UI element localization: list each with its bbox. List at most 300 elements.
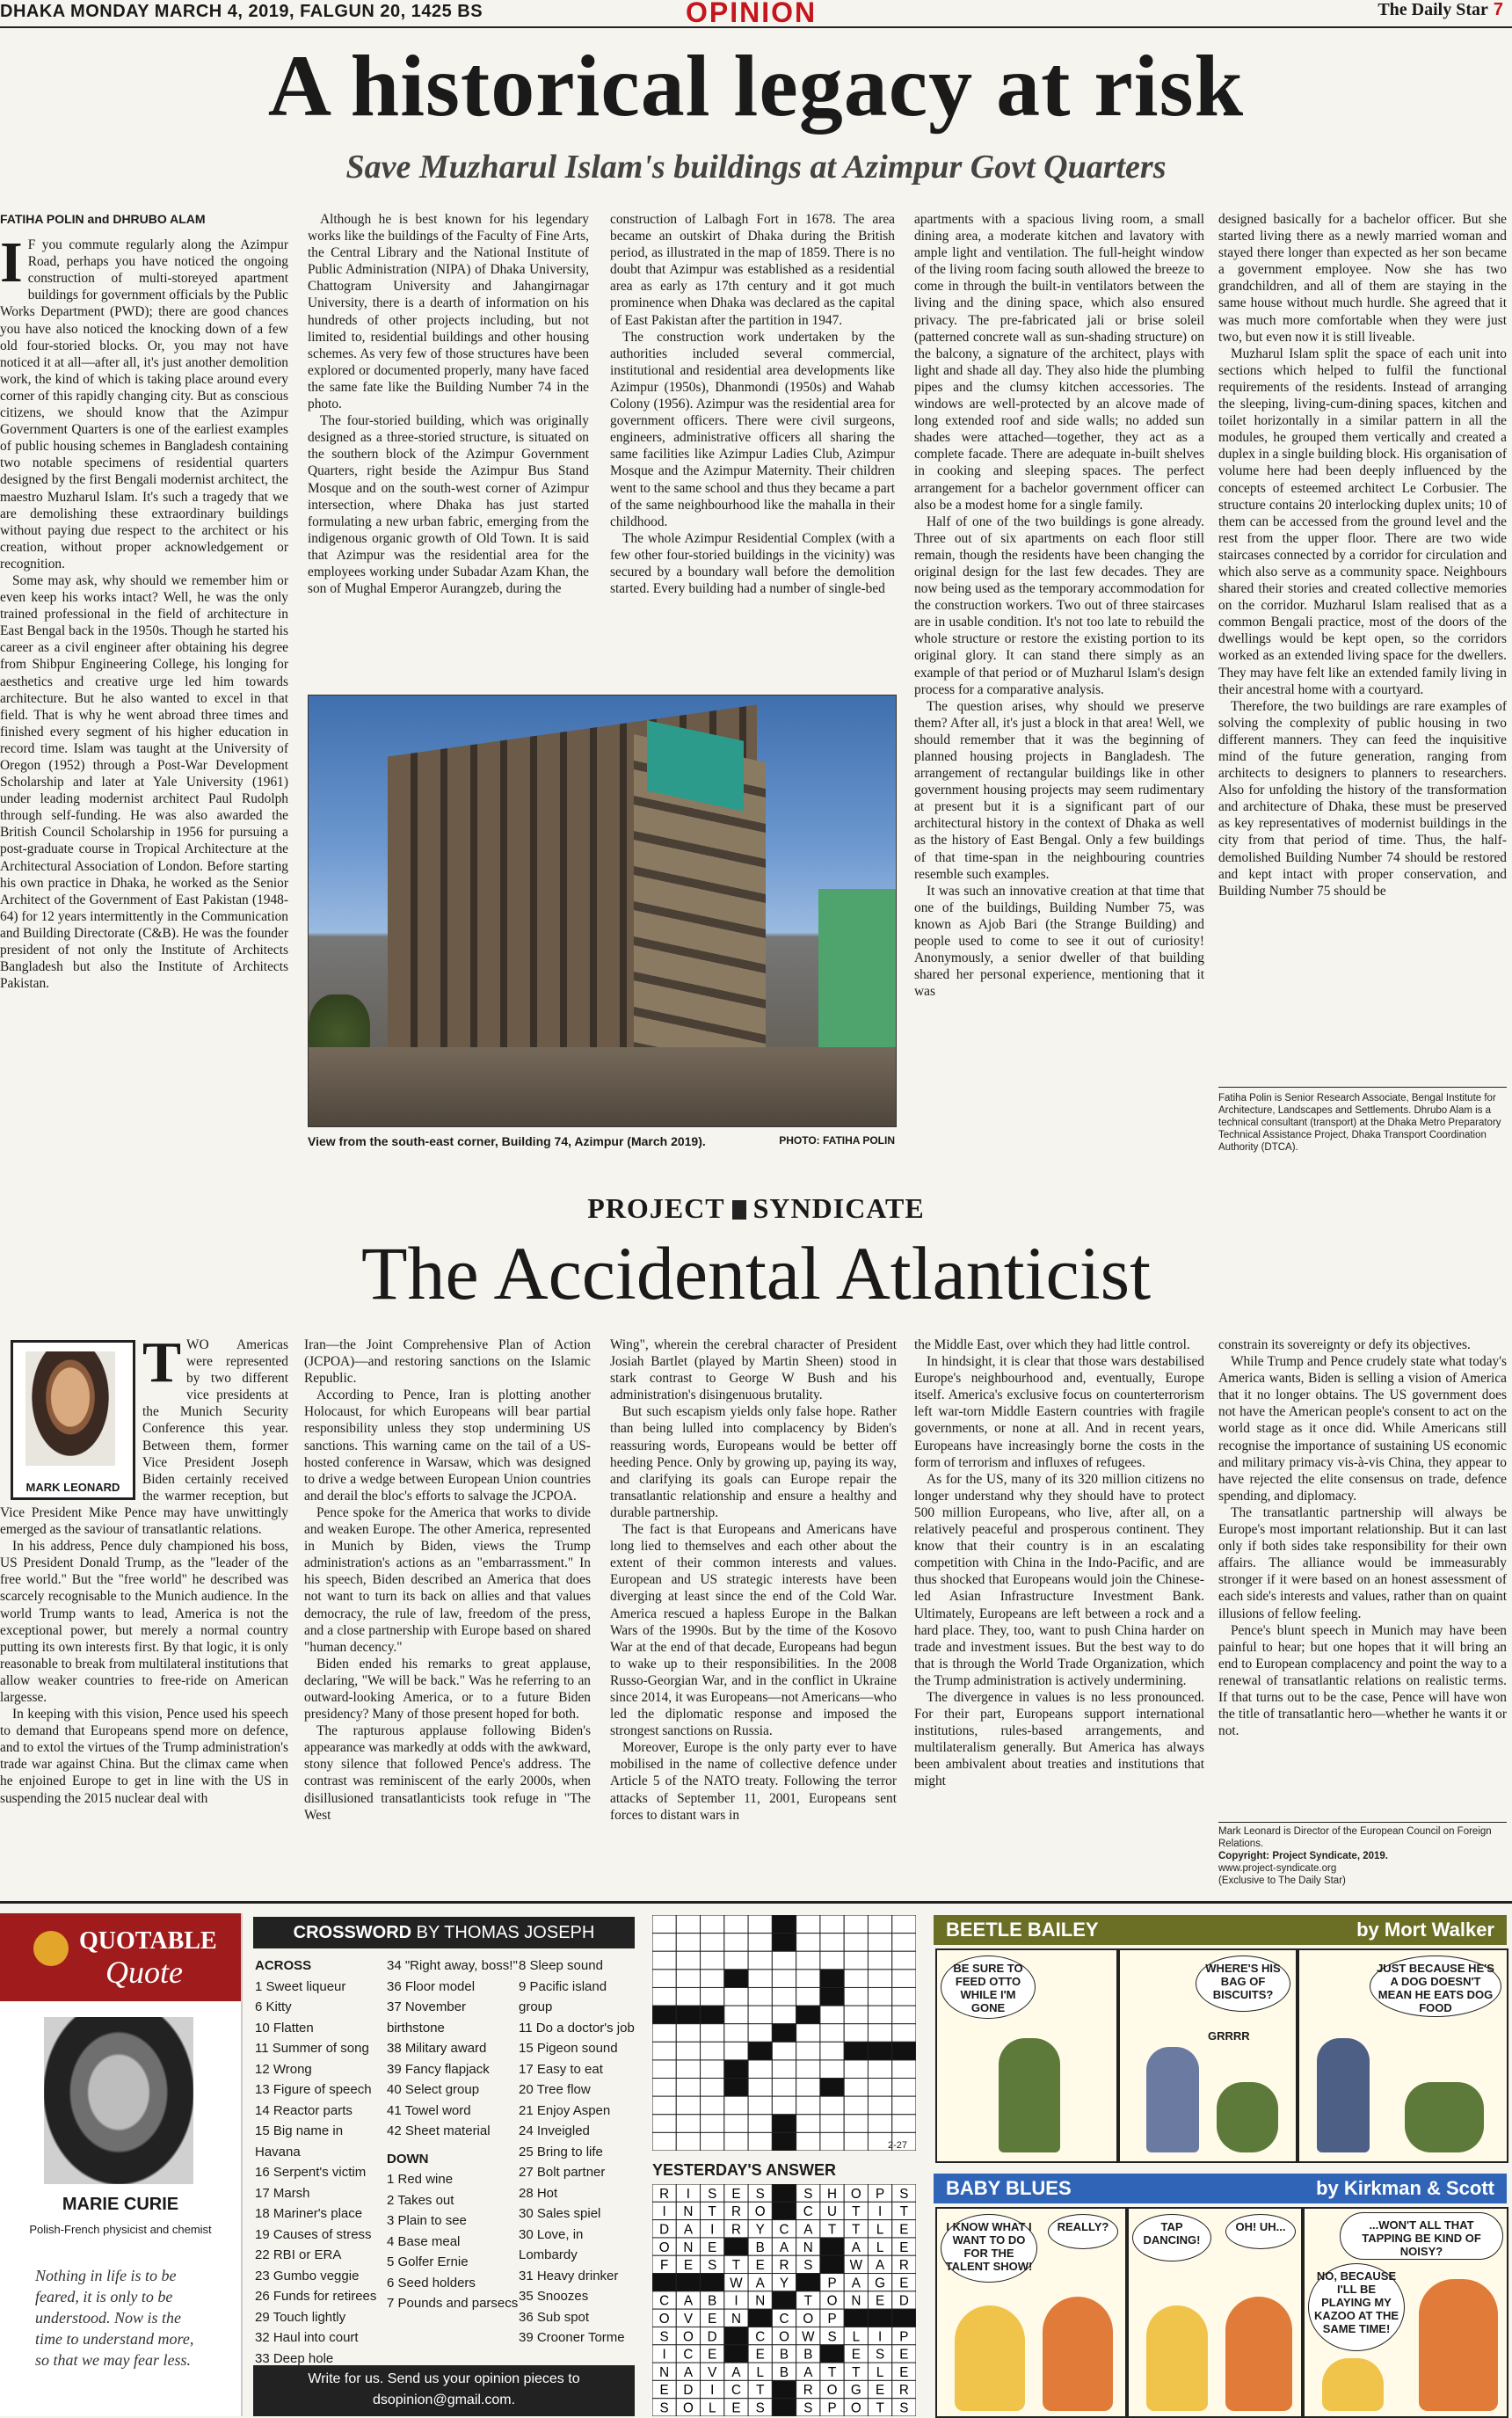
quote-label-bottom: Quote — [105, 1955, 183, 1990]
grid-date: 2-27 — [888, 2140, 908, 2151]
paragraph: The fact is that Europeans and Americans have long lied to themselves and each other about the extent of their common interests and values. European and US strategic interests have been diverging at least since the end of the Cold War. America rescued a hapless Europe in the Balkan Wars of the 1990s. But by the time of the Kosovo War at the end of that decade, Europeans had begun to wake up to their responsibilities. In the 2008 Russo-Georgian War, and in the conflict in Ukraine since 2014, it was Europeans—not Americans—who led the diplomatic response and imposed the strongest sanctions on Russia. — [610, 1522, 897, 1739]
grid-cell — [724, 1970, 748, 1988]
clue: 21 Enjoy Aspen — [519, 2102, 611, 2118]
grid-letter: A — [876, 2258, 885, 2274]
grid-letter: A — [803, 2364, 813, 2380]
grid-letter: T — [827, 2364, 837, 2380]
grid-cell — [652, 1987, 676, 2006]
baby-blues-header — [934, 2174, 1507, 2203]
paragraph: The construction work undertaken by the authorities included several commercial, institutional and residential area developments like Azimpur (1950s), Dhanmondi (1950s) and Wahab Colony (1956). Azimpur was the residential area for government officers. There were civil surgeons, engineers, administrative officers all sharing the same facilities like Azimpur Ladies Club, Azimpur Mosque and the Azimpur Maternity. Their children went to the same school and thus they became a part of the same neighbourhood like the mahalla in their childhood. — [610, 329, 895, 529]
clue: 16 Serpent's victim — [255, 2165, 367, 2180]
grid-cell — [652, 1970, 676, 1988]
article1-headline: A historical legacy at risk — [267, 37, 1245, 135]
grid-letter: O — [779, 2329, 789, 2345]
clue: 33 Deep hole — [255, 2350, 334, 2366]
bio-divider-2 — [1218, 1822, 1507, 1823]
grid-letter: N — [803, 2240, 813, 2255]
grid-cell — [820, 2079, 844, 2097]
grid-cell — [892, 1934, 916, 1952]
article2-headline: The Accidental Atlanticist — [361, 1231, 1151, 1315]
grid-letter: T — [756, 2383, 765, 2399]
grid-cell — [724, 2115, 748, 2133]
grid-letter: O — [682, 2400, 694, 2416]
clue: 3 Plain to see — [387, 2213, 467, 2228]
grid-cell — [772, 2096, 796, 2115]
answer-title-b: ANSWER — [766, 2161, 836, 2179]
grid-letter: T — [852, 2222, 861, 2238]
clue: 37 November birthstone — [387, 1999, 467, 2036]
article1-col4 — [914, 211, 1204, 1156]
grid-cell — [868, 1987, 891, 2006]
grid-cell — [748, 1970, 772, 1988]
grid-letter: A — [803, 2222, 813, 2238]
clue: 1 Red wine — [387, 2172, 454, 2187]
grid-cell — [652, 2042, 676, 2060]
paragraph: Although he is best known for his legendary works like the buildings of the Faculty of Fine Arts, the Central Library and the National Institute of Public Administration (NIPA) of Dhaka University, Chattogram University and Jahangirnagar University, there is a dearth of information on his hundreds of other projects including, but not limited to, residential buildings and other housing schemes. As very few of those structures have been explored or documented properly, many have faced the same fate like the Building Number 74 in the photo. — [308, 212, 589, 412]
clue: 36 Sub spot — [519, 2309, 590, 2325]
grid-cell — [676, 2042, 700, 2060]
grid-letter: H — [827, 2186, 838, 2202]
grid-letter: G — [875, 2276, 886, 2291]
grid-letter: S — [708, 2186, 717, 2202]
grid-letter: L — [756, 2364, 764, 2380]
grid-letter: T — [852, 2364, 861, 2380]
clue: 10 Flatten — [255, 2020, 314, 2036]
clue: 41 Towel word — [387, 2102, 471, 2118]
speech-balloon: JUST BECAUSE HE'S A DOG DOESN'T MEAN HE EATS DOG FOOD — [1370, 1956, 1501, 2017]
grid-letter: E — [731, 2400, 741, 2416]
grid-letter: E — [708, 2240, 717, 2255]
grid-cell — [868, 2309, 891, 2327]
answer-grid — [652, 2184, 916, 2416]
grid-cell — [868, 1915, 891, 1934]
across-list-1 — [255, 1977, 387, 2370]
grid-letter: Y — [755, 2222, 765, 2238]
comic-title: BEETLE BAILEY — [946, 1919, 1099, 1941]
grid-cell — [892, 1987, 916, 2006]
grid-letter: W — [802, 2329, 815, 2345]
grid-cell — [676, 1951, 700, 1970]
grid-cell — [701, 2274, 724, 2291]
grid-cell — [748, 1934, 772, 1952]
grid-cell — [652, 2060, 676, 2079]
paragraph: Muzharul Islam split the space of each unit into sections which helped to fulfil the functional requirements of the residents. Instead of arranging the sleeping, living-cum-dining spaces, kitchen and toilet horizontally in a similar pattern in all the modules, he grouped them vertically and created a duplex in a single building block. His organisation of volume here had been deeply influenced by the concepts of esteemed architect Le Corbusier. The structure contains 20 interlocking duplex units; 10 of them can be accessed from the ground level and the rest from the upper floor. There are two wide staircases connected by a corridor for circulation and which also serve as a community space. Neighbours shared their stories and created collective memories on the corridor. Muzharul Islam realised that as a common Bengali practice, most of the doors of the dwellings would be kept open, so the corridors worked as an extended living space for the dwellers. They may have felt like an extended family living in their ancestral home with a courtyard. — [1218, 346, 1507, 697]
write-for-us — [253, 2365, 635, 2416]
article1-dropcap: I — [0, 230, 23, 295]
grid-cell — [868, 2115, 891, 2133]
grid-cell — [701, 1987, 724, 2006]
grid-cell — [772, 2042, 796, 2060]
grid-letter: P — [876, 2186, 885, 2202]
grid-cell — [652, 1934, 676, 1952]
grid-cell — [796, 2042, 820, 2060]
paragraph: F you commute regularly along the Azimpur Road, perhaps you have noticed the ongoing construction of multi-storeyed apartment buildings for government officials by the Public Works Department (PWD); there are good chances you have also noticed the knocking down of a few old four-storied blocks. Or, you may not have noticed it at all—after all, it's just another demolition work, the kind of which is taking place around every corner of this rapidly changing city. But as conscious citizens, we should know that the Azimpur Government Quarters is one of the earliest examples of public housing schemes in Bangladesh containing two notable specimens of residential quarters designed by the first Bengali modernist architect, the maestro Muzharul Islam. It's such a tragedy that we are demolishing these extraordinary buildings without paying due respect to the architect or his creation, without proper acknowledgement or recognition. — [0, 237, 288, 572]
paper-name — [1378, 0, 1503, 20]
grid-letter: R — [731, 2204, 741, 2220]
clue: 11 Summer of song — [255, 2041, 369, 2056]
grid-letter: I — [877, 2329, 883, 2345]
paragraph: Some may ask, why should we remember him or even keep his works intact? Well, he was the only trained professional in the field of architecture in East Bengal back in the 1950s. Though he started his career as a civil engineer after obtaining his degree from Shibpur Engineering College, his longing for aesthetics and creative urge led him towards architecture. But he also wanted to excel in that field. That is why he went abroad three times and finished every segment of his higher education in record time. Islam was taught at the University of Oregon (1952) through a Post-War Development Scholarship and later at Yale University (1961) under leading modernist architect Paul Rudolph through self-funding. He was also awarded the British Council Scholarship in 1956 for pursuing a post-graduate course in Tropical Architecture at the Architectural Association of London. Before starting his own practice in Dhaka, he worked as the Senior Architect of the Government of East Pakistan (1948-64) for 12 years intermittently in the Communication and Building Directorate (C&B). He was the founder president of not only the Institute of Architects Bangladesh but also the Institute of Architects Pakistan. — [0, 572, 288, 992]
grid-letter: S — [803, 2186, 813, 2202]
grid-cell — [820, 2345, 844, 2363]
grid-letter: P — [827, 2400, 837, 2416]
grid-cell — [772, 2399, 796, 2416]
paragraph: Biden ended his remarks to great applause, declaring, "We will be back." Was he referring to an outward-looking America, or to a future Biden presidency? Many of those present hoped for both. — [304, 1656, 591, 1722]
rubble — [309, 1047, 896, 1126]
grid-letter: S — [803, 2400, 813, 2416]
article1-col2 — [308, 211, 589, 686]
clues-col1 — [255, 1956, 387, 2369]
grid-cell — [820, 2024, 844, 2043]
crossword-grid — [652, 1915, 916, 2151]
paragraph: The whole Azimpur Residential Complex (with a few other four-storied buildings in the vicinity) was secured by a boundary wall before the demolition started. Every building had a number of single-bed — [610, 530, 895, 597]
article1-col1 — [0, 211, 288, 1156]
grid-letter: I — [686, 2186, 691, 2202]
parent-figure — [1225, 2297, 1292, 2411]
paragraph: Therefore, the two buildings are rare examples of solving the complexity of public housing in two different manners. They can feed the inquisitive mind of the future generation, ranging from architects to designers to planners to researchers. Also for unfolding the history of the transformation and architecture of Dhaka, these must be preserved as key representatives of modernist buildings in the city from that period of time. Thus, the half-demolished Building Number 74 should be restored and kept intact with proper conservation, and Building Number 75 should be — [1218, 698, 1507, 899]
clue: 35 Snoozes — [519, 2289, 589, 2304]
grid-cell — [676, 1987, 700, 2006]
grid-letter: O — [826, 2293, 838, 2309]
grid-letter: S — [659, 2329, 669, 2345]
grid-letter: B — [708, 2293, 717, 2309]
crossword-title: CROSSWORD — [293, 1923, 412, 1942]
grid-letter: T — [827, 2222, 837, 2238]
grid-letter: A — [683, 2222, 693, 2238]
grid-letter: A — [851, 2240, 861, 2255]
clue: 15 Pigeon sound — [519, 2041, 618, 2056]
grid-cell — [748, 2132, 772, 2151]
clue: 9 Pacific island group — [519, 1978, 607, 2014]
clue: 31 Heavy drinker — [519, 2268, 619, 2283]
quote-person-desc: Polish-French physicist and chemist — [29, 2223, 212, 2236]
footer-email[interactable]: dsopinion@gmail.com. — [372, 2393, 516, 2407]
grid-letter: O — [754, 2204, 766, 2220]
grid-cell — [844, 1915, 868, 1934]
grid-cell — [748, 2024, 772, 2043]
grid-cell — [701, 2042, 724, 2060]
copyright: Copyright: Project Syndicate, 2019. — [1218, 1851, 1389, 1861]
grid-letter: S — [827, 2329, 837, 2345]
paragraph: construction of Lalbagh Fort in 1678. The area became an outskirt of Dhaka during the British period, as illustrated in the map of 1859. There is no doubt that Azimpur was established as a residential area as early as 17th century and it got much prominence when Dhaka was declared as the capital of East Pakistan after the partition in 1947. — [610, 212, 895, 328]
grid-cell — [676, 1915, 700, 1934]
paragraph: According to Pence, Iran is plotting another Holocaust, for which Europeans will bear partial responsibility unless they stop undermining US sanctions. This warning came on the tail of a US-hosted conference in Warsaw, which was designed to drive a wedge between European Union countries and derail the bloc's efforts to salvage the JCPOA. — [304, 1387, 591, 1504]
grid-letter: N — [851, 2293, 861, 2309]
grid-cell — [748, 1915, 772, 1934]
exclusive-note: (Exclusive to The Daily Star) — [1218, 1875, 1346, 1886]
grid-cell — [701, 2115, 724, 2133]
grid-letter: T — [708, 2204, 716, 2220]
bio-text: Mark Leonard is Director of the European Council on Foreign Relations. — [1218, 1826, 1492, 1849]
paragraph: The divergence in values is no less pronounced. For their part, Europeans support international institutions, rules-based arrangements, and multilateralism generally. But America has always been ambivalent about treaties and institutions that might — [914, 1689, 1204, 1789]
author-name: MARK LEONARD — [25, 1481, 120, 1494]
grid-cell — [796, 1915, 820, 1934]
paragraph: In hindsight, it is clear that those wars destabilised Europe's neighbourhood and, eventually, Europe itself. America's exclusive focus on counterterrorism left war-torn Middle Eastern countries with fragile governments, or none at all. And in recent years, Europeans have increasingly borne the costs in the form of terrorism and influxes of refugees. — [914, 1354, 1204, 1470]
grid-cell — [701, 1934, 724, 1952]
grid-cell — [844, 2042, 868, 2060]
clue: 19 Causes of stress — [255, 2226, 372, 2242]
grid-letter: D — [707, 2329, 717, 2345]
grid-letter: O — [658, 2311, 670, 2327]
grid-cell — [701, 2132, 724, 2151]
clue: 22 RBI or ERA — [255, 2247, 342, 2262]
grid-letter: E — [899, 2276, 909, 2291]
grid-letter: N — [659, 2364, 670, 2380]
website: www.project-syndicate.org — [1218, 1863, 1337, 1874]
paragraph: the Middle East, over which they had little control. — [914, 1337, 1190, 1352]
logo-word-2: SYNDICATE — [752, 1192, 925, 1224]
otto-figure — [1217, 2082, 1278, 2152]
grid-cell — [676, 2024, 700, 2043]
paragraph: Pence's blunt speech in Munich may have been painful to hear; but one hopes that it will bring an end to European complacency and point the way to a renewal of transatlantic relations on realistic terms. If that turns out to be the case, Pence will have won the title of transatlantic hero—whether he wants it or not. — [1218, 1622, 1507, 1739]
grid-letter: C — [731, 2383, 741, 2399]
grid-cell — [701, 2060, 724, 2079]
grid-cell — [820, 2096, 844, 2115]
paragraph: The rapturous applause following Biden's appearance was markedly at odds with the awkward, stony silence that followed Pence's address. The contrast was reminiscent of the early 2000s, when disillusioned transatlanticists took refuge in "The West — [304, 1723, 591, 1823]
grid-cell — [892, 2115, 916, 2133]
grid-letter: S — [899, 2186, 909, 2202]
article1-byline: FATIHA POLIN and DHRUBO ALAM — [0, 212, 206, 226]
grid-letter: S — [876, 2347, 885, 2363]
grid-cell — [724, 1987, 748, 2006]
building-photo — [308, 695, 897, 1127]
down-list-1 — [387, 2169, 519, 2314]
paragraph: The four-storied building, which was originally designed as a three-storied structure, is situated on the southern block of the Azimpur Government Quarters, right beside the Azimpur Bus Stand Mosque and on the south-west corner of Azimpur intersection, where Dhaka has just started formulating a new urban fabric, emerging from the indigenous organic growth of Old Town. It is said that Azimpur was the residential area for the employees working under Subadar Azam Khan, the son of Mughal Emperor Aurangzeb, during the — [308, 413, 589, 597]
grid-letter: E — [899, 2347, 909, 2363]
grid-cell — [724, 2024, 748, 2043]
clue: 15 Big name in Havana — [255, 2123, 344, 2159]
article1-author-bio: Fatiha Polin is Senior Research Associate, Bengal Institute for Architecture, Landscapes and Settlements. Dhrubo Alam is a technical consultant (transport) at the Dhaka Metro Preparatory Technical Assistance Project, Dhaka Transport Coordination Authority (DTCA). — [1218, 1093, 1501, 1153]
grid-cell — [652, 2096, 676, 2115]
project-syndicate-logo — [0, 1192, 1512, 1225]
grid-letter: R — [659, 2186, 670, 2202]
grid-letter: T — [852, 2204, 861, 2220]
clue: 20 Tree flow — [519, 2082, 591, 2097]
grid-cell — [868, 1951, 891, 1970]
grid-letter: A — [683, 2364, 693, 2380]
grid-letter: C — [779, 2222, 789, 2238]
grid-letter: E — [876, 2293, 885, 2309]
grid-cell — [796, 2006, 820, 2024]
photo-caption-row — [308, 1134, 895, 1148]
clue: 1 Sweet liqueur — [255, 1978, 346, 1994]
grid-letter: A — [731, 2364, 741, 2380]
grid-cell — [724, 1951, 748, 1970]
grid-letter: E — [659, 2383, 669, 2399]
portrait-spacer — [0, 1336, 142, 1504]
article2-col4 — [914, 1336, 1204, 1882]
clue: 12 Wrong — [255, 2061, 312, 2077]
grid-letter: E — [899, 2364, 909, 2380]
clues-col3 — [519, 1956, 635, 2349]
grid-letter: G — [850, 2383, 861, 2399]
grid-cell — [676, 2274, 700, 2291]
beetle-bailey-header — [934, 1915, 1507, 1945]
grid-cell — [796, 2060, 820, 2079]
baby-panel-2 — [1127, 2207, 1303, 2418]
grid-cell — [701, 1915, 724, 1934]
quote-header — [0, 1913, 241, 2001]
grid-cell — [772, 2184, 796, 2202]
article2-author-bio — [1218, 1825, 1507, 1887]
paragraph: In his address, Pence duly championed his boss, US President Donald Trump, as the "leader of the free world." But the "free world" he described was scarcely recognisable to the Munich audience. In the world Trump wants to lead, America is not the exceptional power, but merely a normal country putting its own interests first. By that logic, it is only reasonable to break from multilateral institutions that allow weaker countries to free-ride on American largesse. — [0, 1539, 288, 1705]
grid-cell — [820, 1934, 844, 1952]
grid-letter: R — [898, 2258, 909, 2274]
grid-cell — [652, 1915, 676, 1934]
grid-cell — [892, 1915, 916, 1934]
clue: 36 Floor model — [387, 1978, 476, 1994]
clue: 14 Reactor parts — [255, 2102, 353, 2118]
grid-cell — [844, 2115, 868, 2133]
grid-letter: B — [755, 2240, 765, 2255]
grid-cell — [892, 2060, 916, 2079]
paragraph: The question arises, why should we preserve them? After all, it's just a block in that area! Well, we should remember that it was the beginning of planned housing projects in Bangladesh. The arrangement of rectangular buildings like in other government housing projects may seem rudimentary at present but it is a significant part of our architectural history in the context of Dhaka as well as the history of East Bengal. Only a few buildings of that time-span in the neighbouring countries resemble such examples. — [914, 698, 1204, 882]
grid-letter: S — [803, 2258, 813, 2274]
paragraph: WO Americas were represented by two different vice presidents at the Munich Security Conference this year. Between them, former Vice President Joseph Biden certainly received the warmer reception, but Vice President Mike Pence may have unwittingly emerged as the saviour of transatlantic relations. — [0, 1337, 288, 1538]
grid-letter: A — [851, 2276, 861, 2291]
grid-cell — [772, 2115, 796, 2133]
clue: 29 Touch lightly — [255, 2309, 346, 2325]
clue: 38 Military award — [387, 2041, 487, 2056]
comic-author: by Kirkman & Scott — [1316, 2177, 1494, 2199]
clue: 6 Seed holders — [387, 2275, 476, 2291]
logo-block — [732, 1200, 746, 1220]
grid-letter: I — [734, 2293, 738, 2309]
grid-letter: L — [876, 2222, 884, 2238]
footer-line-1: Write for us. Send us your opinion pieces to — [308, 2371, 580, 2386]
paragraph: As for the US, many of its 320 million citizens no longer understand why they should have to protect 500 million Europeans, who live, after all, on a relatively peaceful and prosperous continent. They know that their country is in an escalating competition with China in the Indo-Pacific, and are thus shocked that Europeans would join the Chinese-led Asian Infrastructure Investment Bank. Ultimately, Europeans are left between a rock and a hard place. They, too, want to push China harder on trade and investment issues. But the best way to do that is through the World Trade Organization, which the Trump administration is actively undermining. — [914, 1471, 1204, 1688]
quote-text: Nothing in life is to be feared, it is only to be understood. Now is the time to understand more, so that we may fear less. — [35, 2267, 194, 2369]
grid-cell — [892, 2096, 916, 2115]
crossword-header — [253, 1917, 635, 1948]
grid-letter: W — [730, 2276, 743, 2291]
clue: 30 Love, in Lombardy — [519, 2226, 584, 2262]
grid-cell — [724, 2060, 748, 2079]
grid-cell — [892, 2309, 916, 2327]
clue: 17 Easy to eat — [519, 2061, 603, 2077]
grid-letter: I — [662, 2204, 666, 2220]
grid-letter: E — [876, 2383, 885, 2399]
paragraph: But such escapism yields only false hope. Rather than being lulled into complacency by Biden's reassuring words, Europeans would be better off heeding Pence. Only by growing up, paying its way, and clarifying its goals can Europe repair the transatlantic relationship and ensure a healthy and durable partnership. — [610, 1404, 897, 1520]
article2-col2 — [304, 1336, 591, 1882]
grid-letter: T — [899, 2204, 909, 2220]
grid-letter: R — [898, 2383, 909, 2399]
grid-cell — [772, 2006, 796, 2024]
grid-cell — [844, 2309, 868, 2327]
grid-letter: V — [683, 2311, 693, 2327]
grid-cell — [748, 2006, 772, 2024]
grid-letter: B — [803, 2347, 813, 2363]
curie-portrait — [44, 2017, 193, 2184]
parent-figure — [1043, 2297, 1113, 2411]
grid-cell — [820, 2132, 844, 2151]
speech-balloon: ...WON'T ALL THAT TAPPING BE KIND OF NOISY? — [1340, 2212, 1503, 2260]
grid-cell — [820, 1970, 844, 1988]
grid-letter: S — [755, 2186, 765, 2202]
paragraph: Wing", wherein the cerebral character of President Josiah Bartlet (played by Martin Sheen) stood in stark contrast to George W Bush and his administration's disingenuous brutality. — [610, 1337, 897, 1403]
grid-letter: I — [662, 2347, 666, 2363]
article1-col5 — [1218, 211, 1507, 1082]
grid-cell — [844, 2060, 868, 2079]
grid-cell — [701, 1970, 724, 1988]
quote-label-top: QUOTABLE — [79, 1927, 217, 1955]
grid-letter: T — [731, 2258, 741, 2274]
grid-cell — [820, 2006, 844, 2024]
grid-cell — [796, 2132, 820, 2151]
grid-cell — [772, 2060, 796, 2079]
comic-author: by Mort Walker — [1356, 1919, 1494, 1941]
grid-cell — [701, 1951, 724, 1970]
grid-cell — [748, 1987, 772, 2006]
grid-cell — [724, 2132, 748, 2151]
beetle-figure — [1146, 2047, 1199, 2152]
grid-cell — [652, 2132, 676, 2151]
clue: 11 Do a doctor's job — [519, 2020, 635, 2036]
speech-balloon: I KNOW WHAT I WANT TO DO FOR THE TALENT SHOW! — [941, 2214, 1037, 2283]
grid-letter: Y — [779, 2276, 789, 2291]
grid-cell — [676, 2115, 700, 2133]
otto-figure — [1405, 2082, 1484, 2152]
clue: 30 Sales spiel — [519, 2206, 601, 2221]
grid-letter: E — [899, 2222, 909, 2238]
grid-cell — [772, 1987, 796, 2006]
grid-cell — [724, 2079, 748, 2097]
paper-title: The Daily Star — [1378, 0, 1488, 19]
grid-cell — [844, 1934, 868, 1952]
answer-title-a: YESTERDAY'S — [652, 2161, 762, 2179]
grid-cell — [748, 2042, 772, 2060]
grid-letter: C — [659, 2293, 670, 2309]
clue: 4 Base meal — [387, 2233, 461, 2249]
grid-letter: T — [876, 2400, 884, 2416]
clue: 6 Kitty — [255, 1999, 292, 2014]
grid-cell — [748, 2115, 772, 2133]
grid-letter: N — [683, 2240, 694, 2255]
grid-cell — [796, 1934, 820, 1952]
page-number: 7 — [1493, 0, 1503, 19]
grid-cell — [652, 2079, 676, 2097]
grid-cell — [724, 2327, 748, 2344]
grid-cell — [676, 2079, 700, 2097]
grid-letter: D — [659, 2222, 670, 2238]
grid-letter: E — [731, 2186, 741, 2202]
quote-bubble-icon — [33, 1931, 69, 1966]
grid-cell — [772, 2202, 796, 2219]
grid-letter: I — [710, 2222, 715, 2238]
down-list-2 — [519, 1956, 635, 2349]
cook-figure — [1317, 2038, 1370, 2152]
beetle-panel-1 — [935, 1948, 1118, 2163]
grid-cell — [844, 1987, 868, 2006]
grid-letter: E — [851, 2347, 861, 2363]
clue: 27 Bolt partner — [519, 2165, 606, 2180]
clue: 34 "Right away, boss!" — [387, 1958, 518, 1973]
bottom-divider — [0, 1901, 1512, 1904]
grid-letter: O — [658, 2240, 670, 2255]
grid-cell — [796, 1987, 820, 2006]
section-label: OPINION — [686, 0, 818, 28]
speech-balloon: REALLY? — [1048, 2214, 1118, 2249]
paragraph: constrain its sovereignty or defy its objectives. — [1218, 1337, 1471, 1352]
grid-cell — [820, 1987, 844, 2006]
speech-balloon: BE SURE TO FEED OTTO WHILE I'M GONE — [941, 1956, 1036, 2019]
grid-letter: E — [755, 2258, 765, 2274]
speech-balloon: NO, BECAUSE I'LL BE PLAYING MY KAZOO AT THE SAME TIME! — [1308, 2263, 1405, 2351]
grid-cell — [844, 2006, 868, 2024]
paragraph: designed basically for a bachelor officer. But she started living there as a newly married woman and stayed there longer than expected as her son became a government employee. Now she has two grandchildren, and all of them are staying in the same house without much hurdle. She agreed that it was much more comfortable when they were just two, but even now it is still liveable. — [1218, 212, 1507, 345]
photo-credit: PHOTO: FATIHA POLIN — [779, 1134, 895, 1147]
clue: 26 Funds for retirees — [255, 2289, 377, 2304]
